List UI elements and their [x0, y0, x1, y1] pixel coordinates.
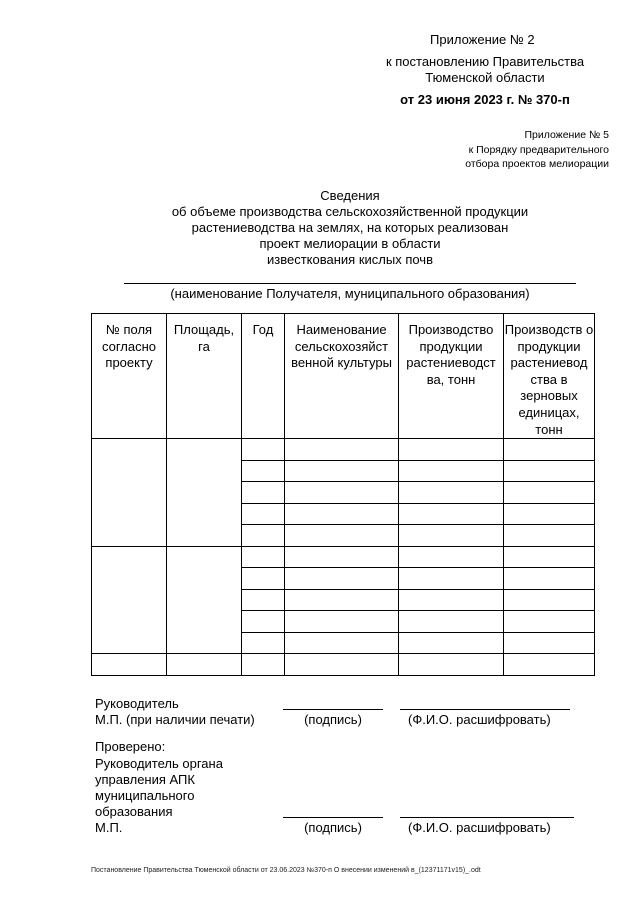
table-row [92, 439, 595, 461]
table-cell [285, 611, 399, 633]
table-cell [242, 632, 285, 654]
table-cell [504, 503, 595, 525]
table-cell [242, 589, 285, 611]
signature-caption: (подпись) [304, 712, 362, 727]
table-cell [242, 525, 285, 547]
table-cell [504, 460, 595, 482]
table-cell [242, 546, 285, 568]
appendix-5-label: Приложение № 5 [524, 129, 609, 141]
table-cell [242, 482, 285, 504]
table-cell [285, 460, 399, 482]
table-cell [399, 546, 504, 568]
title-line-4: проект мелиорации в области [259, 236, 441, 251]
table-cell [285, 589, 399, 611]
table-cell [504, 482, 595, 504]
header-year: Год [242, 314, 285, 439]
fio-caption: (Ф.И.О. расшифровать) [408, 712, 551, 727]
table-cell [242, 439, 285, 461]
fio-line-2 [400, 817, 574, 818]
seal-label: М.П. (при наличии печати) [95, 712, 255, 727]
table-cell [242, 654, 285, 676]
header-production-grain-units: Производств о продукции растениевод ства в зерновых единицах, тонн [504, 314, 595, 439]
title-line-1: Сведения [320, 188, 380, 203]
title-line-2: об объеме производства сельскохозяйственной продукции [171, 204, 529, 219]
order-line-1: к Порядку предварительного [468, 144, 609, 156]
apk-line-1: Руководитель органа [95, 756, 223, 771]
table-cell [504, 589, 595, 611]
table-cell [242, 503, 285, 525]
region-line: Тюменской области [425, 70, 545, 85]
table-cell [92, 546, 167, 654]
table-cell [504, 525, 595, 547]
table-cell [285, 632, 399, 654]
recipient-underline [124, 283, 576, 284]
table-cell [285, 439, 399, 461]
resolution-line: к постановлению Правительства [385, 54, 585, 69]
table-cell [92, 439, 167, 547]
header-production-tons: Производство продукции растениеводст ва, тонн [399, 314, 504, 439]
checked-label: Проверено: [95, 739, 166, 754]
header-field-number: № поля согласно проекту [92, 314, 167, 439]
head-label: Руководитель [95, 696, 179, 711]
table-cell [242, 611, 285, 633]
table-cell [167, 546, 242, 654]
table-cell [504, 568, 595, 590]
table-cell [242, 568, 285, 590]
table-cell [504, 546, 595, 568]
table-cell [399, 525, 504, 547]
table-cell [285, 503, 399, 525]
table-cell [167, 654, 242, 676]
signature-caption-2: (подпись) [304, 820, 362, 835]
table-cell [285, 568, 399, 590]
title-line-3: растениеводства на землях, на которых реализован [191, 220, 509, 235]
table-cell [399, 589, 504, 611]
table-cell [504, 654, 595, 676]
table-row [92, 654, 595, 676]
table-header-row [92, 314, 595, 439]
table-cell [399, 611, 504, 633]
table-cell [285, 546, 399, 568]
table-cell [504, 439, 595, 461]
signature-line-2 [283, 817, 383, 818]
table-cell [399, 632, 504, 654]
order-line-2: отбора проектов мелиорации [465, 158, 609, 170]
appendix-2-label: Приложение № 2 [430, 32, 535, 47]
table-cell [399, 482, 504, 504]
table-cell [399, 439, 504, 461]
table-cell [399, 568, 504, 590]
mp-label: М.П. [95, 820, 123, 835]
title-line-5: известкования кислых почв [267, 252, 433, 267]
recipient-caption: (наименование Получателя, муниципального образования) [170, 286, 530, 301]
fio-line [400, 709, 570, 710]
table-cell [399, 460, 504, 482]
table-cell [285, 482, 399, 504]
header-crop-name: Наименование сельскохозяйст венной культуры [285, 314, 399, 439]
table-cell [504, 632, 595, 654]
table-row [92, 546, 595, 568]
table-cell [92, 654, 167, 676]
table-cell [399, 503, 504, 525]
apk-line-4: образования [95, 804, 173, 819]
production-table [91, 313, 595, 676]
date-number-line: от 23 июня 2023 г. № 370-п [400, 92, 570, 107]
apk-line-2: управления АПК [95, 772, 195, 787]
table-cell [242, 460, 285, 482]
table-cell [285, 525, 399, 547]
header-area: Площадь, га [167, 314, 242, 439]
table-cell [285, 654, 399, 676]
apk-line-3: муниципального [95, 788, 195, 803]
document-footer: Постановление Правительства Тюменской области от 23.06.2023 №370-п О внесении изменений в_(12371171v15)_.odt [91, 867, 481, 874]
signature-line [283, 709, 383, 710]
table-cell [504, 611, 595, 633]
table-cell [399, 654, 504, 676]
fio-caption-2: (Ф.И.О. расшифровать) [408, 820, 551, 835]
table-cell [167, 439, 242, 547]
